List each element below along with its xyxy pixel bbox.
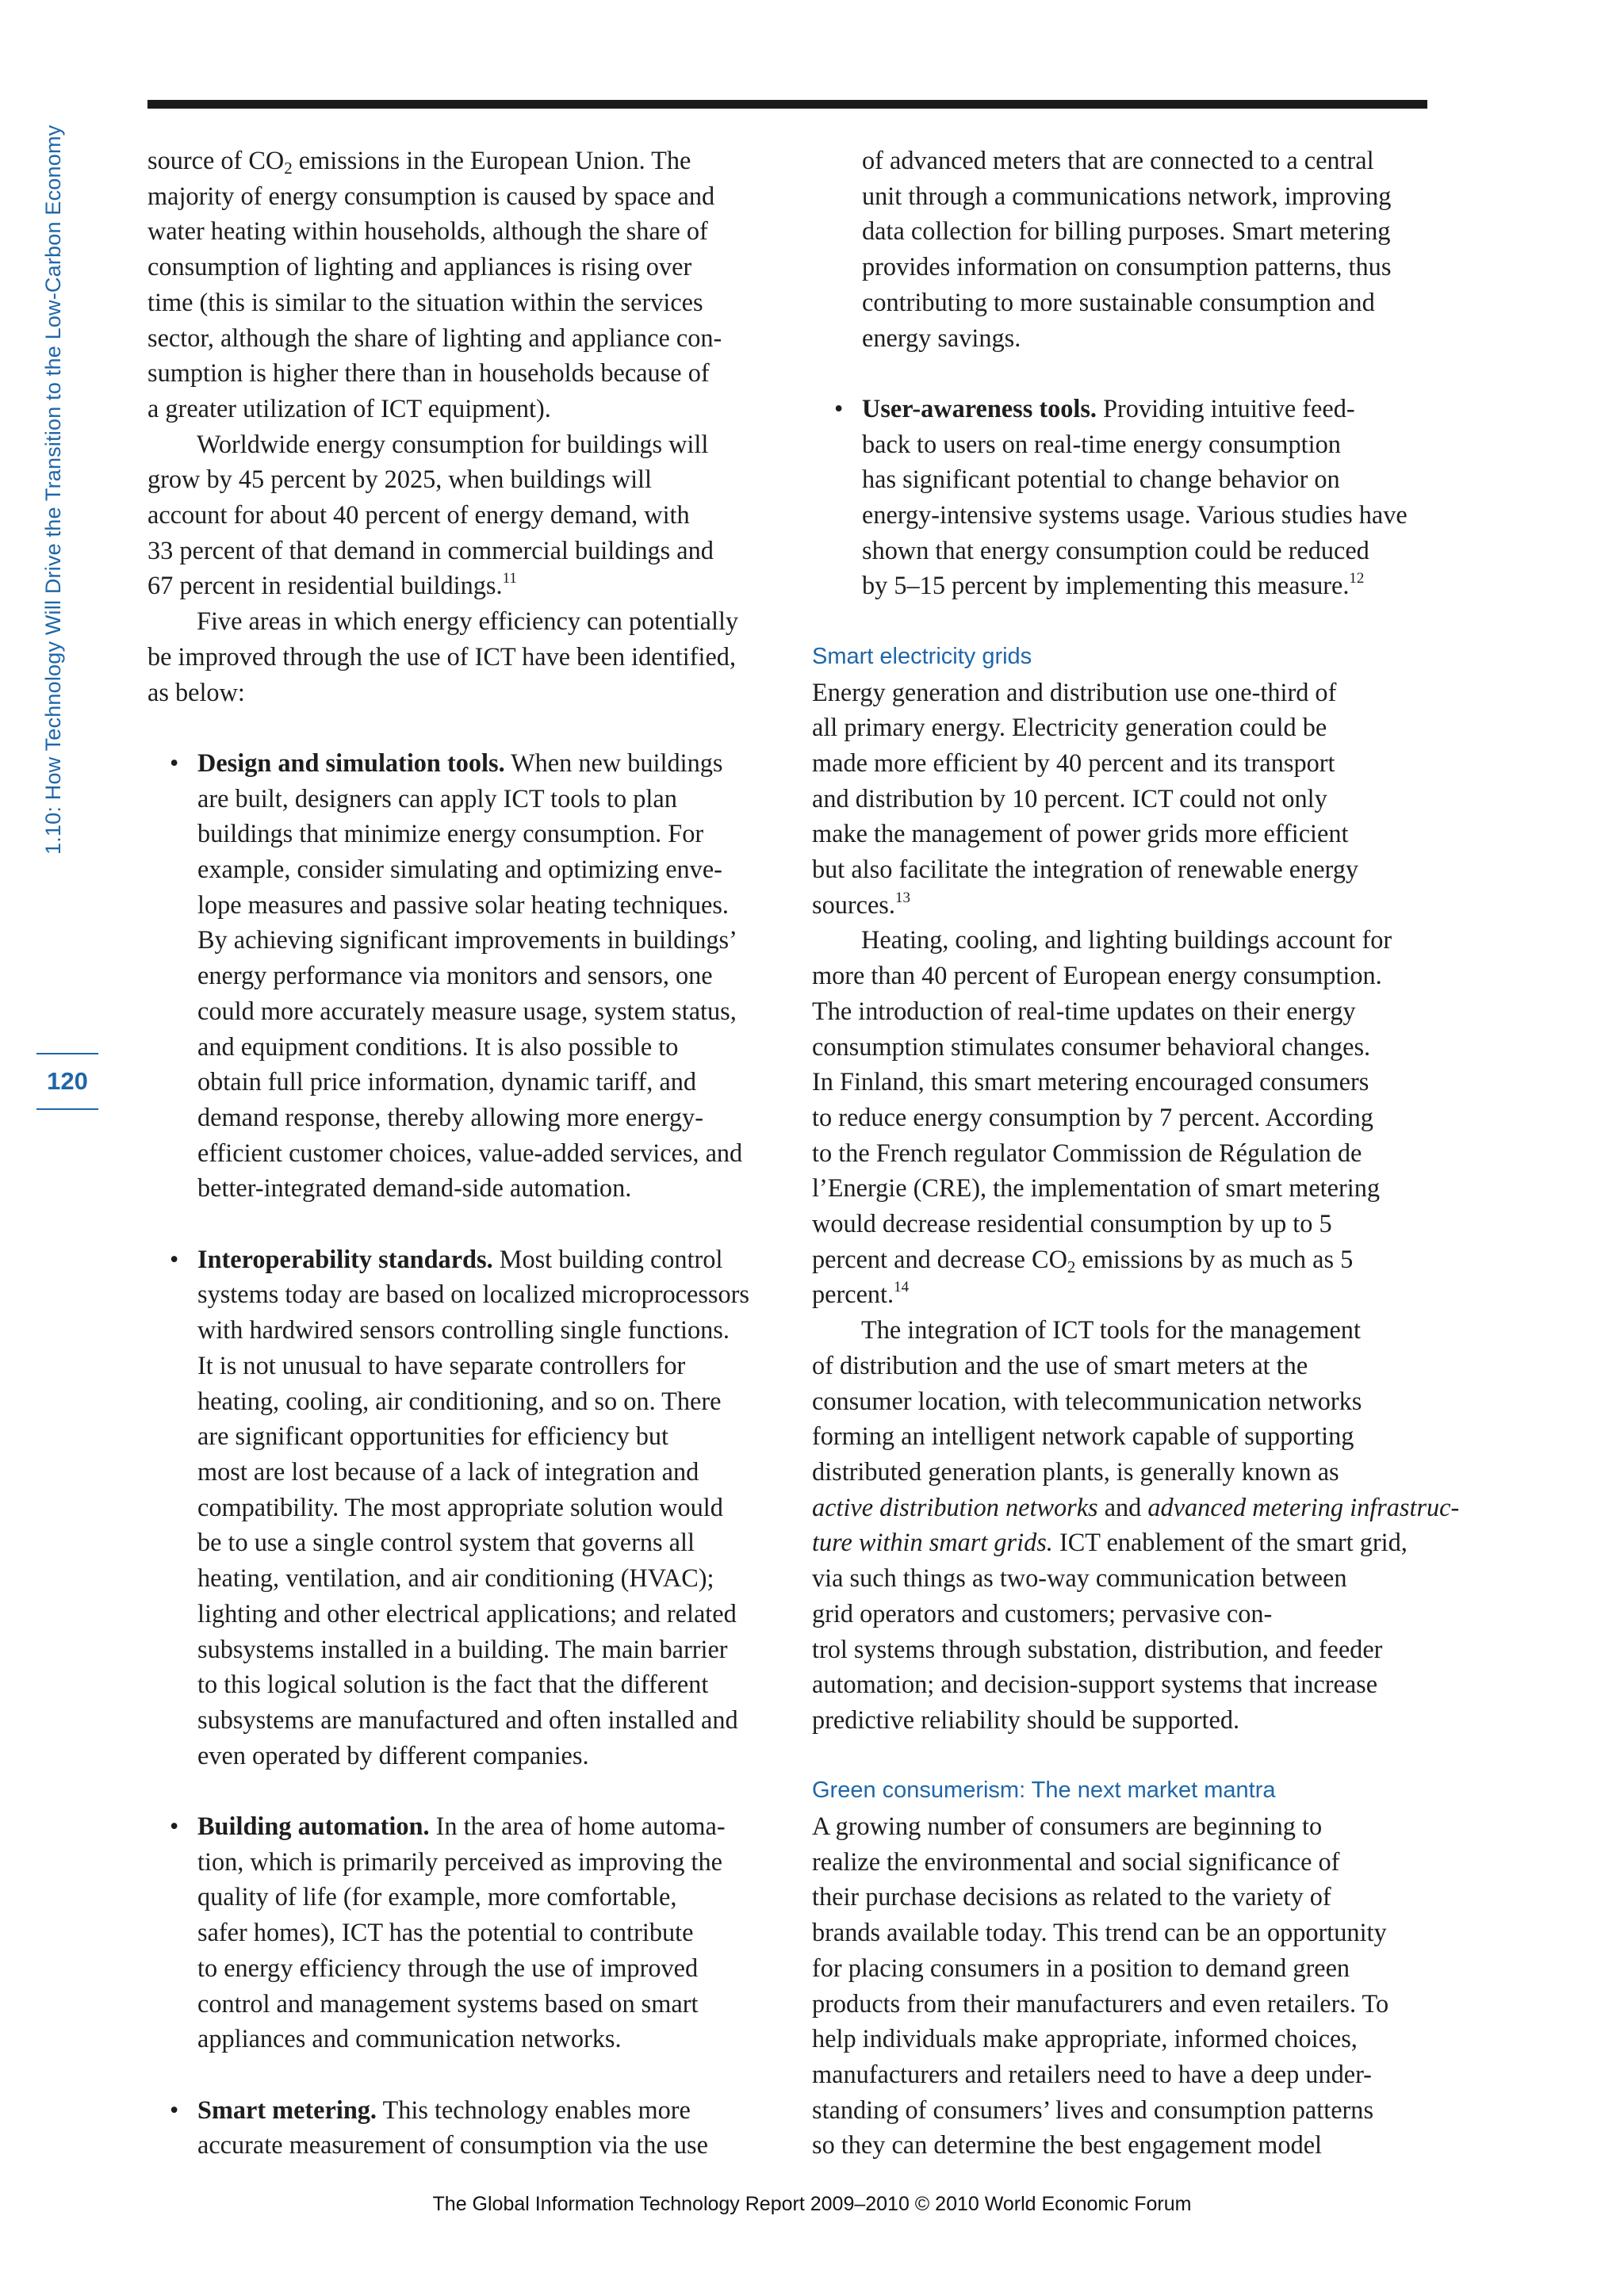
- text-line: source of $CO_2$ emissions in the European Union. The: [147, 146, 691, 178]
- section-heading-smart-grids: Smart electricity grids: [812, 643, 1032, 669]
- left-column: [147, 143, 766, 2163]
- right-column: [812, 143, 1460, 2163]
- bullet-list-continued: [812, 143, 1431, 603]
- list-item: • Building automation. In the area of home automa- tion, which is primarily perceived as improving the quality of life (for example, more comfortable, safer homes), ICT has the potential to contribute to energy efficiency through the use of improved control and management systems based on smart appliances and communication networks.: [170, 1812, 726, 2053]
- page-footer: The Global Information Technology Report 2009–2010 © 2010 World Economic Forum: [432, 2193, 1192, 2215]
- paragraph-grids-3: The integration of ICT tools for the management of distribution and the use of smart meters at the consumer location, with telecommunication networks forming an intelligent network capable of supporting distributed generation plants, is generally known as active distribution networks and advanced metering infrastruc- ture within smart grids. ICT enablement of the smart grid, via such things as two-way communication between grid operators and customers; pervasive con- trol systems through substation, distribution, and feeder automation; and decision-support systems that increase predictive reliability should be supported.: [812, 1315, 1460, 1734]
- page-number: 120: [36, 1053, 98, 1110]
- list-item: • Design and simulation tools. When new buildings are built, designers can apply ICT tools to plan buildings that minimize energy consumption. For example, consider simulating and optimizing enve- lope measures and passive solar heating techniques. By achieving significant improvements in buildings’ energy performance via monitors and sensors, one could more accurately measure usage, system status, and equipment conditions. It is also possible to obtain full price information, dynamic tariff, and demand response, thereby allowing more energy- efficient customer choices, value-added services, and better-integrated demand-side automation.: [170, 748, 743, 1203]
- paragraph-grids-1: Energy generation and distribution use one-third of all primary energy. Electricity generation could be made more efficient by 40 percent and its transport and distribution by 10 percent. ICT could not only make the management of power grids more efficient but also facilitate the integration of renewable energy sources.$^{13}$: [812, 677, 1359, 919]
- running-title: 1.10: How Technology Will Drive the Transition to the Low-Carbon Economy: [41, 124, 65, 855]
- footnote-ref: 14: [894, 1279, 910, 1296]
- paragraph-green: A growing number of consumers are beginning to realize the environmental and social significance of their purchase decisions as related to the variety of brands available today. This trend can be an opportunity for placing consumers in a position to demand green products from their manufacturers and even retailers. To help individuals make appropriate, informed choices, manufacturers and retailers need to have a deep under- standing of consumers’ lives and consumption patterns so they can determine the best engagement model: [812, 1812, 1389, 2160]
- footnote-ref: 11: [502, 570, 517, 587]
- list-item: • Interoperability standards. Most building control systems today are based on localized microprocessors with hardwired sensors controlling single functions. It is not unusual to have separate controllers for heating, cooling, air conditioning, and so on. There are significant opportunities for efficiency but most are lost because of a lack of integration and compatibility. The most appropriate solution would be to use a single control system that governs all heating, ventilation, and air conditioning (HVAC); lighting and other electrical applications; and related subsystems installed in a building. The main barrier to this logical solution is the fact that the different subsystems are manufactured and often installed and even operated by different companies.: [170, 1244, 749, 1770]
- footnote-ref: 12: [1349, 570, 1365, 587]
- footnote-ref: 13: [894, 889, 910, 906]
- list-item: • Smart metering. This technology enables more accurate measurement of consumption via the use: [170, 2095, 708, 2160]
- text-line: a greater utilization of ICT equipment).: [147, 393, 551, 423]
- list-item: • User-awareness tools. Providing intuitive feed- back to users on real-time energy consumption has significant potential to change behavior on energy-intensive systems usage. Various studies have shown that energy consumption could be reduced by 5–15 percent by implementing this measure.$^{12}$: [834, 393, 1408, 600]
- bullet-list: [147, 745, 766, 2163]
- intro-paragraph: [147, 143, 766, 427]
- text-line: water heating within households, although the share of: [147, 216, 708, 246]
- text-line: sector, although the share of lighting and appliance con-: [147, 323, 722, 352]
- paragraph-five-areas: Five areas in which energy efficiency can potentially be improved through the use of ICT have been identified, as below:: [147, 607, 739, 706]
- top-rule: [147, 100, 1427, 109]
- list-item-continued: of advanced meters that are connected to a central unit through a communications network, improving data collection for billing purposes. Smart metering provides information on consumption patterns, thus contributing to more sustainable consumption and energy savings.: [862, 146, 1392, 352]
- section-heading-green-consumerism: Green consumerism: The next market mantra: [812, 1777, 1276, 1804]
- text-line: time (this is similar to the situation within the services: [147, 287, 703, 316]
- paragraph-worldwide: Worldwide energy consumption for buildings will grow by 45 percent by 2025, when buildings will account for about 40 percent of energy demand, with 33 percent of that demand in commercial buildings and 67 percent in residential buildings.$^{11}$: [147, 429, 714, 600]
- paragraph-grids-2: Heating, cooling, and lighting buildings account for more than 40 percent of European energy consumption. The introduction of real-time updates on their energy consumption stimulates consumer behavioral changes. In Finland, this smart metering encouraged consumers to reduce energy consumption by 7 percent. According to the French regulator Commission de Régulation de l’Energie (CRE), the implementation of smart metering would decrease residential consumption by up to 5 percent and decrease $CO_2$ emissions by as much as 5 percent.$^{14}$: [812, 925, 1392, 1309]
- text-line: consumption of lighting and appliances is rising over: [147, 252, 692, 281]
- text-line: sumption is higher there than in households because of: [147, 358, 710, 388]
- text-line: majority of energy consumption is caused by space and: [147, 181, 715, 210]
